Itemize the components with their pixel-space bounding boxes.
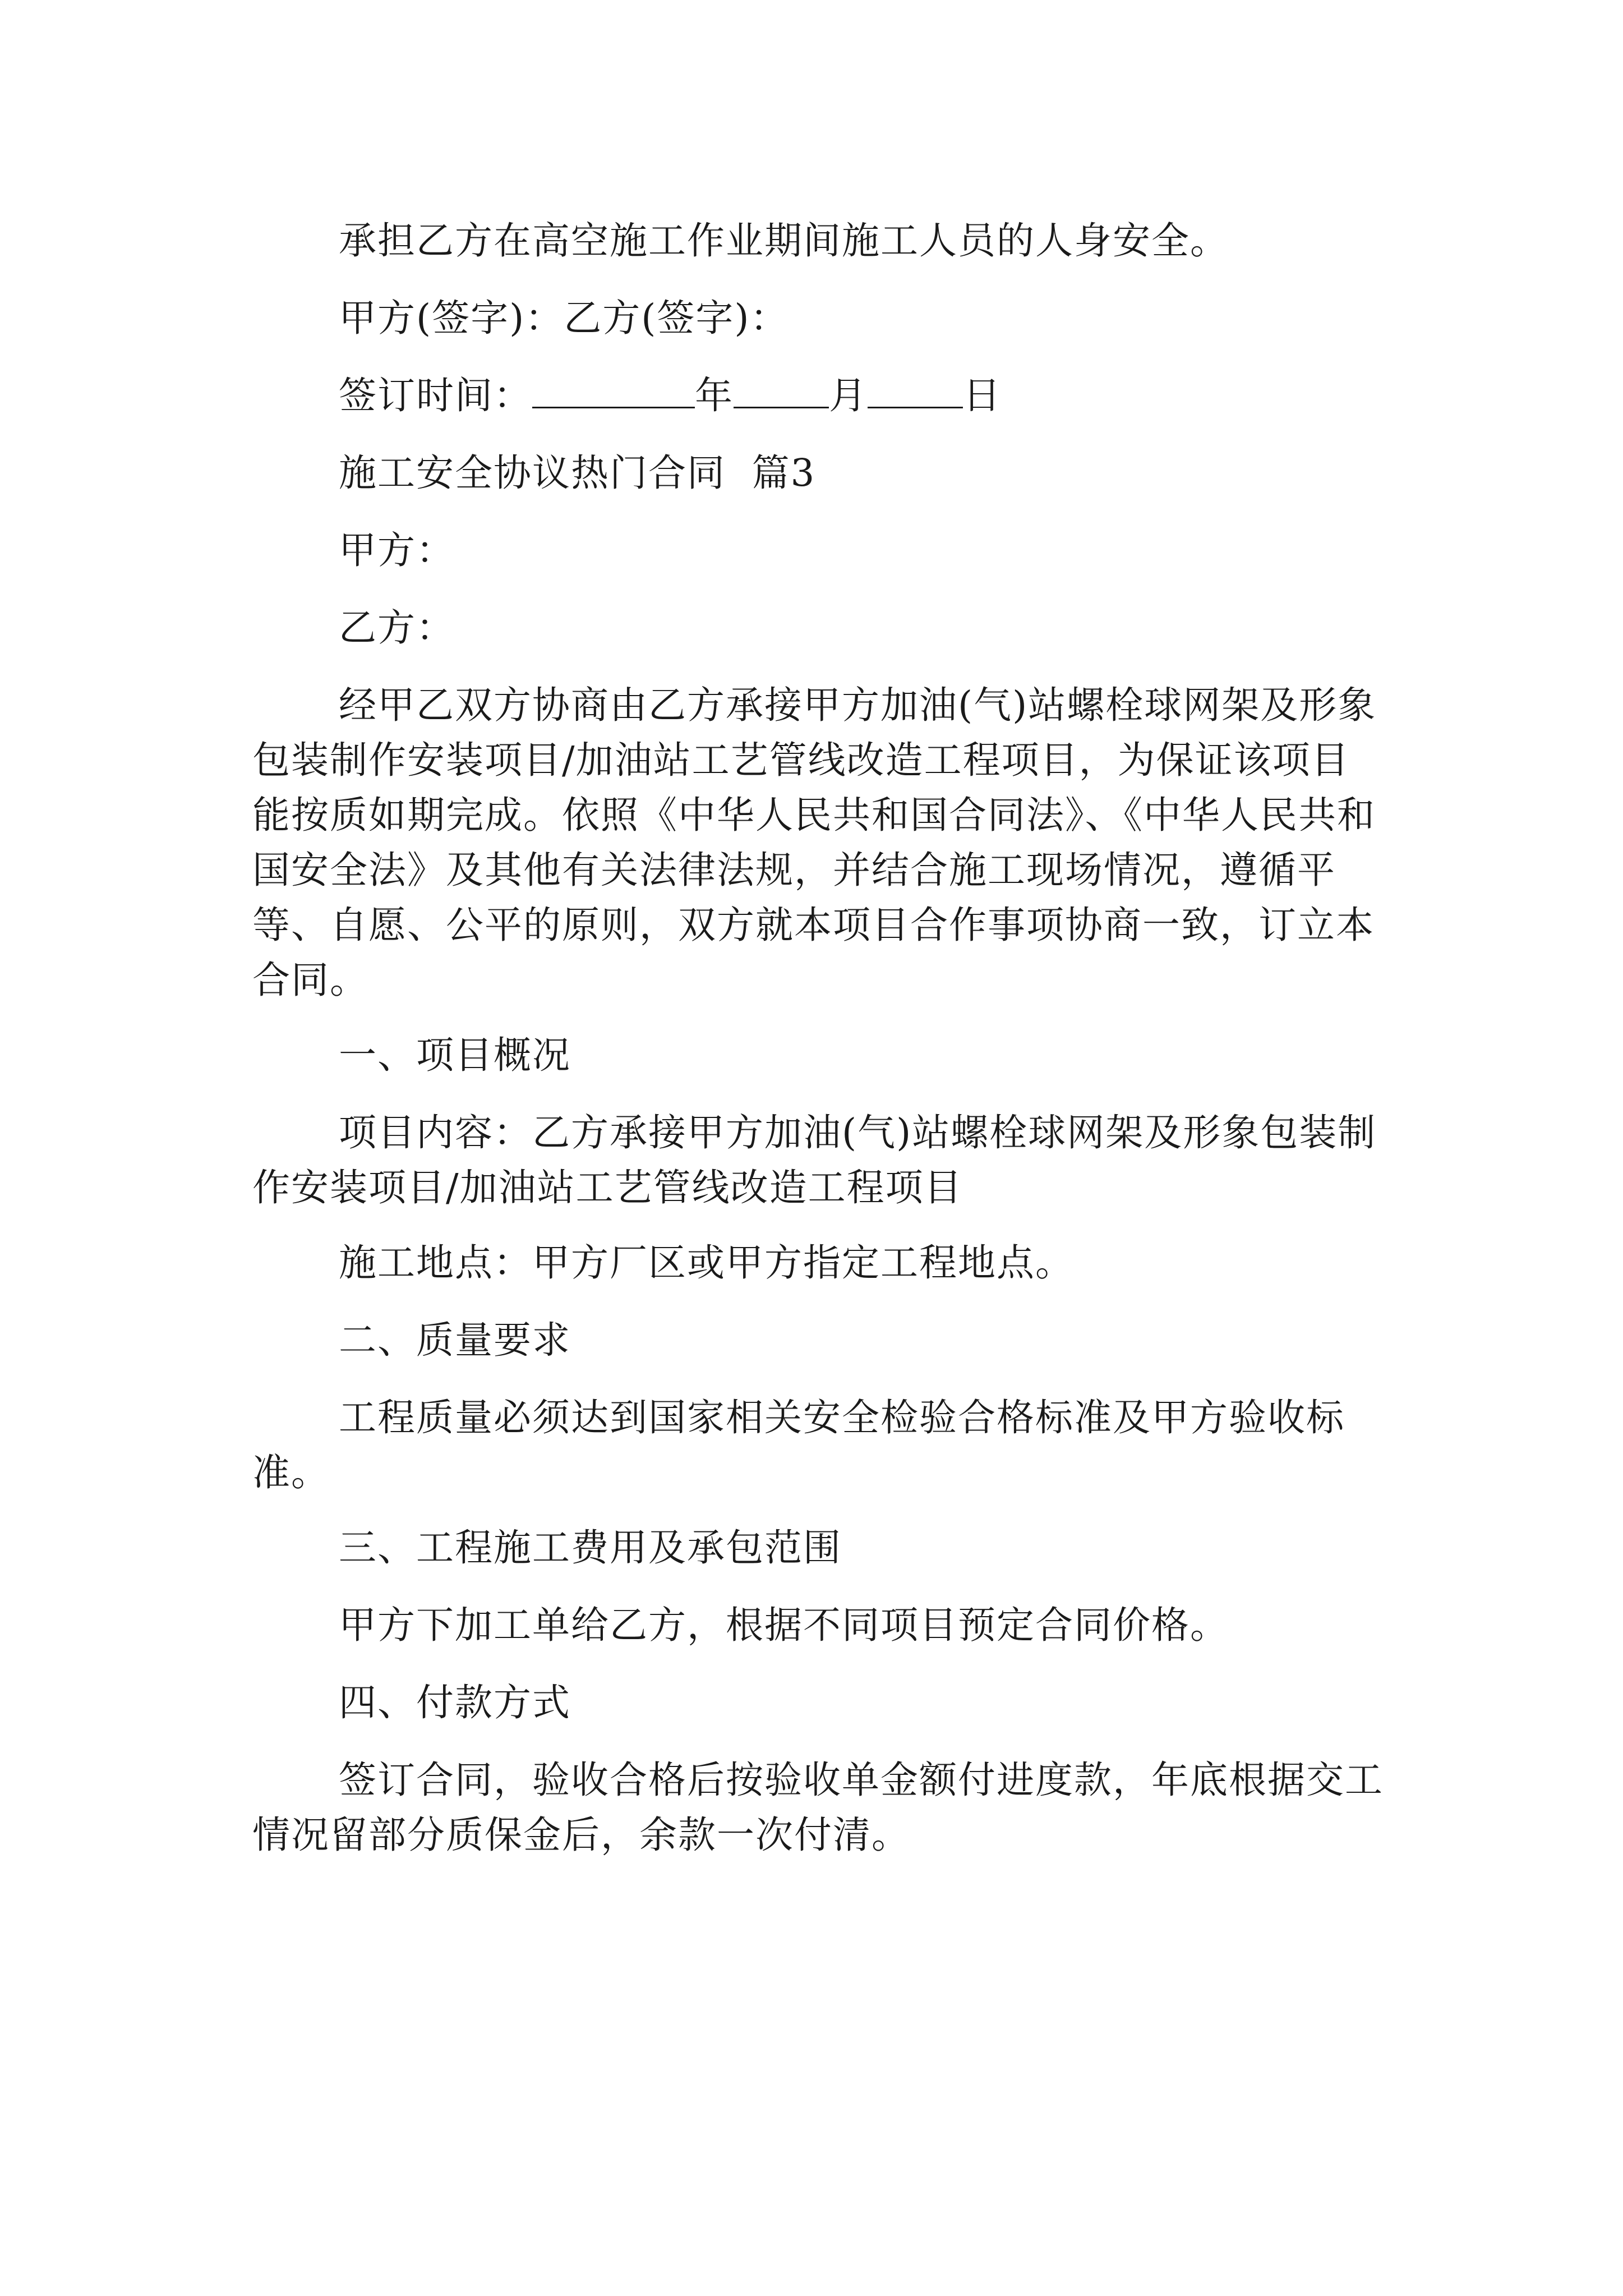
section-title: 施工安全协议热门合同 篇3 <box>339 451 816 495</box>
sign-date-label: 签订时间： <box>339 374 532 417</box>
month-label: 月 <box>829 374 868 417</box>
quality-paragraph: 工程质量必须达到国家相关安全检验合格标准及甲方验收标准。 <box>252 1396 1345 1494</box>
month-blank <box>734 372 829 408</box>
document-body <box>252 213 1385 1862</box>
intro-paragraph: 经甲乙双方协商由乙方承接甲方加油(气)站螺栓球网架及形象包装制作安装项目/加油站工艺管线改造工程项目，为保证该项目能按质如期完成。依照《中华人民共和国合同法》、《中华人民共和国安全法》及其他有关法律法规，并结合施工现场情况，遵循平等、自愿、公平的原则，双方就本项目合作事项协商一致，订立本合同。 <box>252 683 1377 1002</box>
scope-paragraph: 甲方下加工单给乙方，根据不同项目预定合同价格。 <box>339 1603 1229 1647</box>
sign-date-line <box>252 368 1385 423</box>
project-location: 施工地点：甲方厂区或甲方指定工程地点。 <box>339 1241 1074 1285</box>
heading-quality: 二、质量要求 <box>339 1318 571 1362</box>
day-label: 日 <box>963 374 1002 417</box>
payment-paragraph: 签订合同，验收合格后按验收单金额付进度款，年底根据交工情况留部分质保金后，余款一次付清。 <box>252 1758 1384 1857</box>
project-content: 项目内容：乙方承接甲方加油(气)站螺栓球网架及形象包装制作安装项目/加油站工艺管线改造工程项目 <box>252 1111 1377 1209</box>
heading-project-overview: 一、项目概况 <box>339 1033 571 1077</box>
year-label: 年 <box>695 374 734 417</box>
year-blank <box>532 372 695 408</box>
heading-payment: 四、付款方式 <box>339 1681 571 1724</box>
heading-scope: 三、工程施工费用及承包范围 <box>339 1526 842 1570</box>
party-a: 甲方： <box>339 528 455 572</box>
day-blank <box>868 372 963 408</box>
party-b: 乙方： <box>339 606 455 650</box>
safety-clause: 承担乙方在高空施工作业期间施工人员的人身安全。 <box>339 219 1229 263</box>
signature-line: 甲方(签字)：乙方(签字)： <box>339 296 789 340</box>
